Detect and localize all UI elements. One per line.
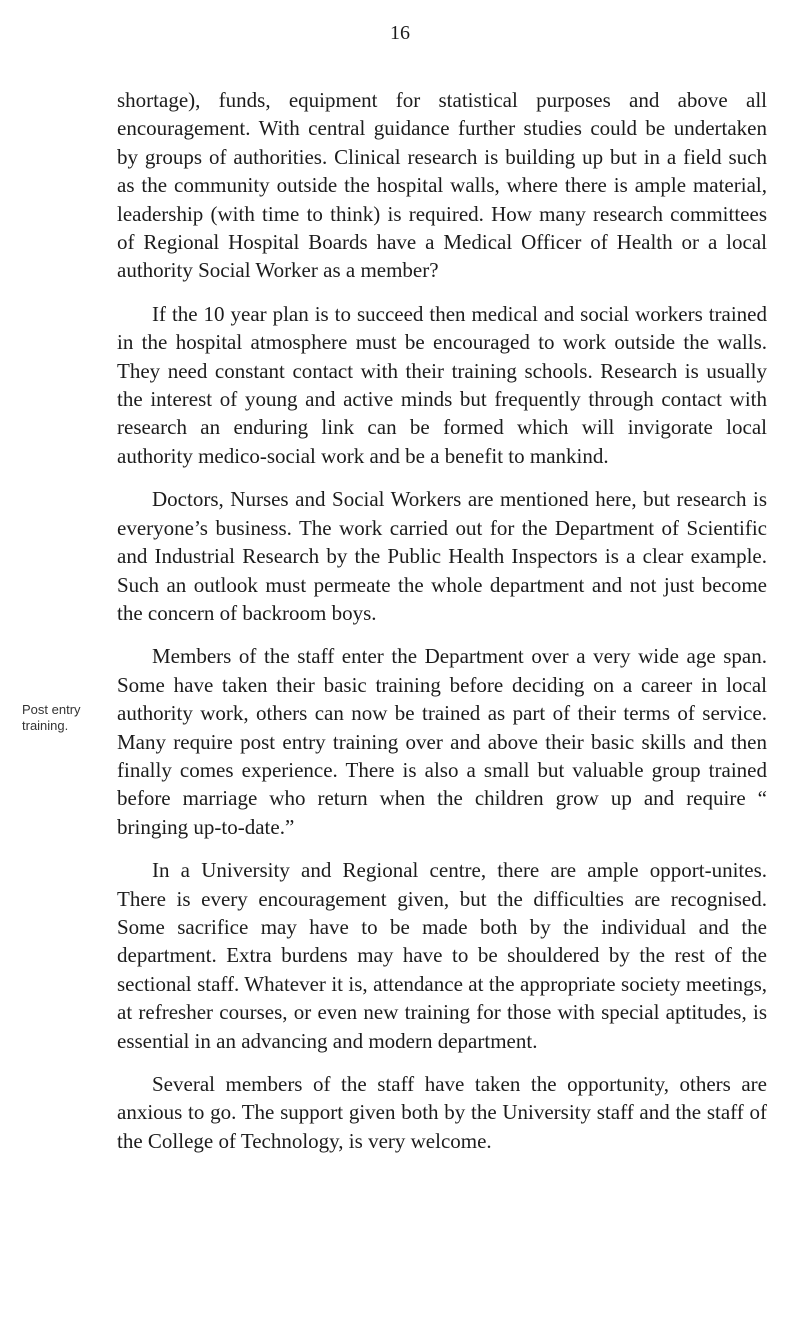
page-number: 16 — [390, 22, 410, 44]
paragraph-staff-opportunity: Several members of the staff have taken the opportunity, others are anxious to go. The support given both by the University staff and the staff of the College of Technology, is very welcome. — [117, 1072, 767, 1153]
paragraph-ten-year-plan: If the 10 year plan is to succeed then medical and social workers trained in the hospital atmosphere must be encouraged to work outside the walls. They need constant contact with their training schools. Research is usually the interest of young and active minds but frequently through contact with research an enduring link can be formed which will invigorate local authority medico-social work and be a benefit to mankind. — [117, 301, 767, 468]
paragraph-continued: shortage), funds, equipment for statistical purposes and above all encouragement. With central guidance further studies could be undertaken by groups of authorities. Clinical research is building up but in a field such as the community outside the hospital walls, where there is ample material, leadership (with time to think) is required. How many research committees of Regional Hospital Boards have a Medical Officer of Health or a local authority Social Worker as a member? — [117, 88, 767, 283]
margin-note — [22, 702, 102, 734]
paragraph-university-centre: In a University and Regional centre, there are ample opport-unites. There is every encouragement given, but the difficulties are recognised. Some sacrifice may have to be made both by the individual and the department. Extra burdens may have to be shouldered by the rest of the sectional staff. Whatever it is, attendance at the appropriate society meetings, at refresher courses, or even new training for those with special aptitudes, is essential in an advancing and modern department. — [117, 858, 767, 1053]
margin-note-line-2: training. — [22, 718, 69, 733]
margin-note-line-1: Post entry — [22, 702, 81, 717]
paragraph-research-everyones-business: Doctors, Nurses and Social Workers are mentioned here, but research is everyone’s business. The work carried out for the Department of Scientific and Industrial Research by the Public Health Inspectors is a clear example. Such an outlook must permeate the whole department and not just become the concern of backroom boys. — [117, 487, 767, 625]
body-text — [117, 86, 767, 1170]
paragraph-post-entry-training: Members of the staff enter the Department over a very wide age span. Some have taken their basic training before deciding on a career in local authority work, others can now be trained as part of their terms of service. Many require post entry training over and above their basic skills and then finally comes experience. There is also a small but valuable group trained before marriage who return when the children grow up and require “ bringing up-to-date.” — [117, 644, 767, 839]
